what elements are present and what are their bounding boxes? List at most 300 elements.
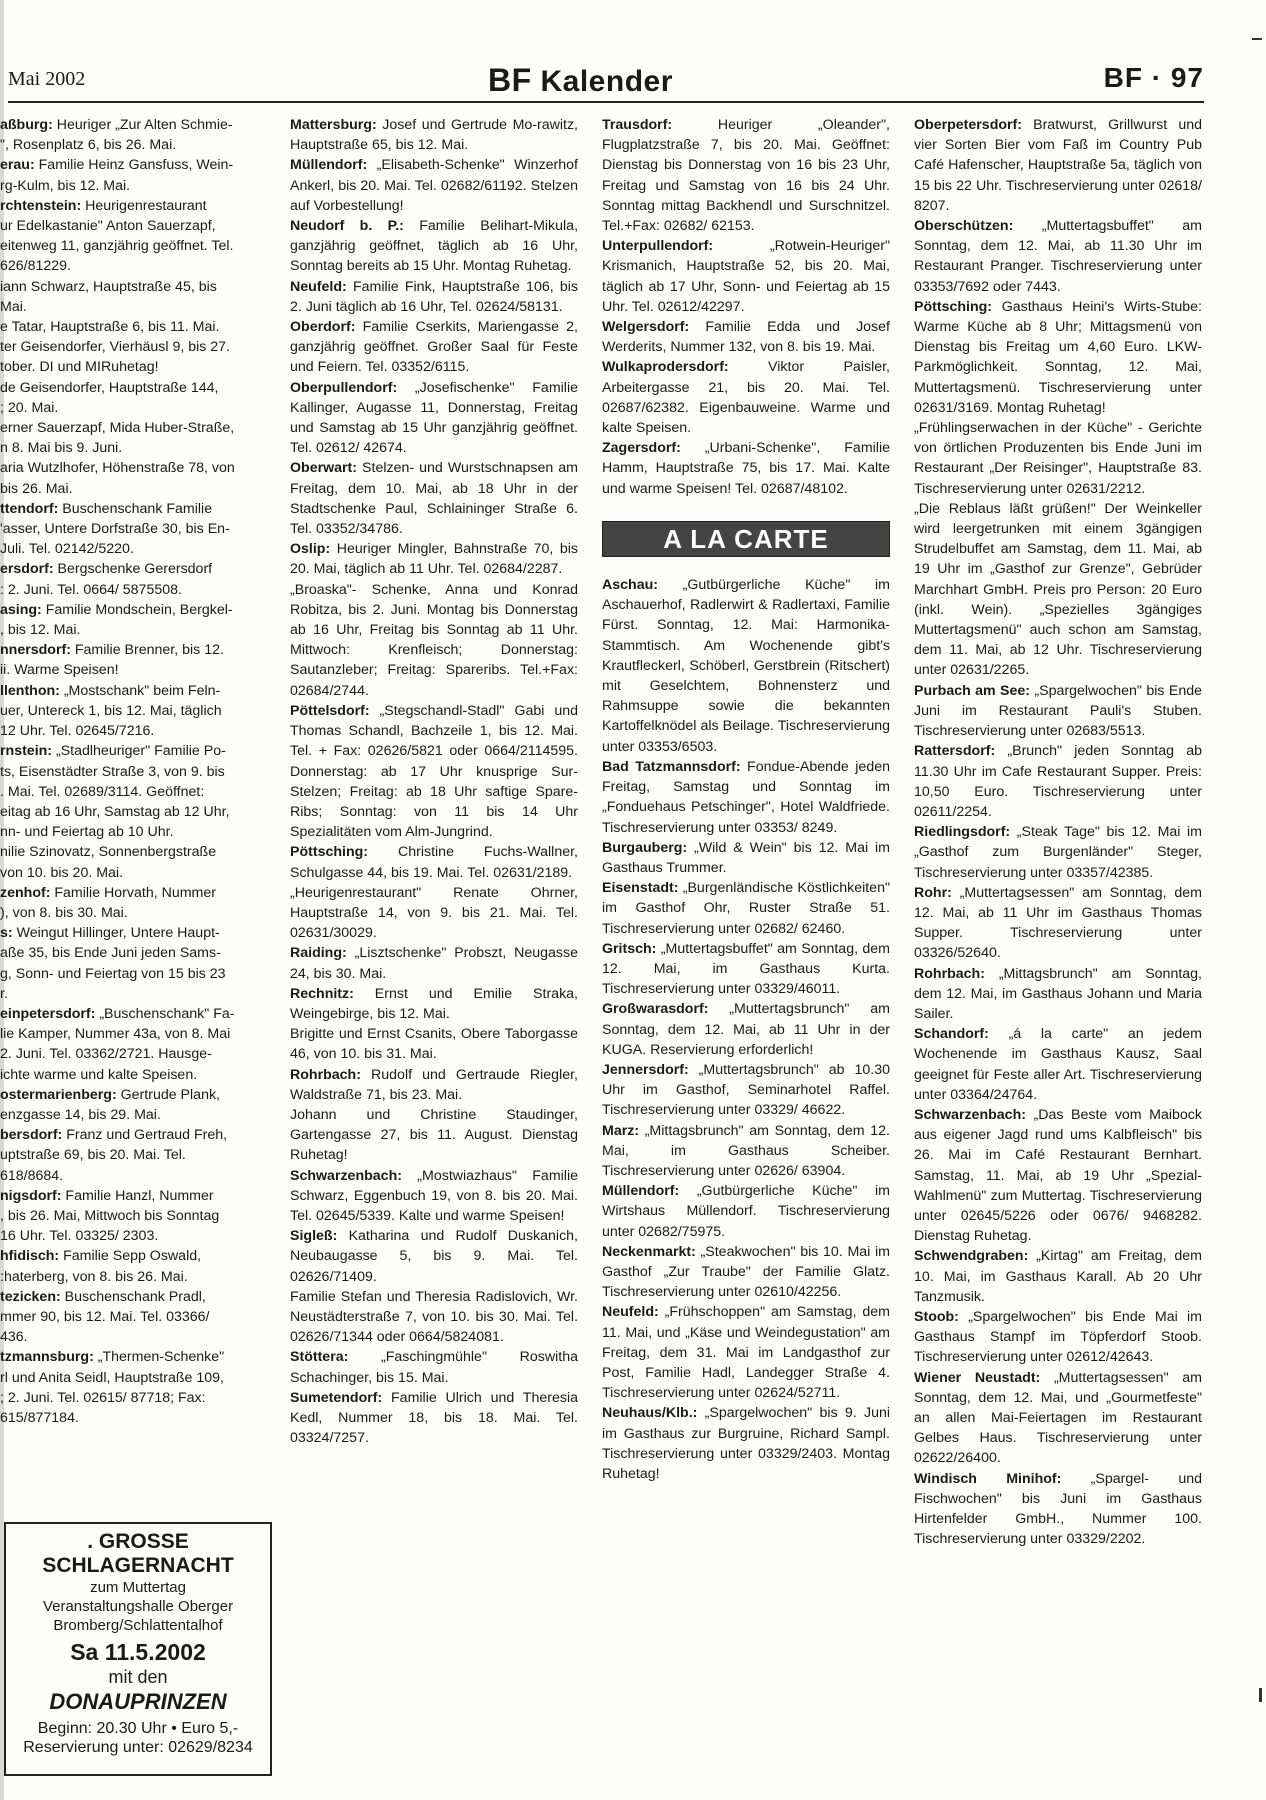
listing-text: „Mittagsbrunch" am Sonntag, dem 12. Mai, im Gasthaus Scheiber. Tischreservierung unter 02626/ 63904. — [602, 1122, 890, 1179]
listing-place: rchtenstein: — [0, 197, 82, 214]
listing-text: „Die Reblaus läßt grüßen!" Der Weinkeller wird leergetrunken mit einem 3gängigen Strudelbuffet am Samstag, dem 11. Mai, ab 19 Uhr im „Gasthof zur Grenze", Gebrüder Marchhart GmbH. Preis pro Person: 20 Euro (inkl. Wein). „Spezielles 3gängiges Muttertagsmenü" auch schon am Samstag, dem 11. Mai, ab 12 Uhr. Tischreservierung unter 02631/2265. — [914, 500, 1202, 679]
listing-text: mmer 90, bis 12. Mai. Tel. 03366/ — [0, 1308, 210, 1325]
listing-place: Burgauberg: — [602, 839, 688, 856]
listing-place: Raiding: — [290, 945, 347, 962]
listing-place: Sumetendorf: — [290, 1389, 383, 1406]
listing-entry — [0, 923, 266, 943]
listing-text: ter Geisendorfer, Vierhäusl 9, bis 27. — [0, 339, 231, 356]
listing-entry — [0, 418, 266, 438]
listing-text: . Mai. Tel. 02689/3114. Geöffnet: — [0, 783, 205, 800]
listing-entry — [602, 878, 890, 939]
listing-entry — [290, 883, 578, 944]
ad-info: Reservierung unter: 02629/8234 — [23, 1739, 253, 1756]
listing-entry — [0, 903, 266, 923]
listing-entry — [0, 398, 266, 418]
listing-entry — [290, 1388, 578, 1449]
listing-text: „Rotwein-Heuriger" Krismanich, Hauptstraße 52, bis 20. Mai, täglich ab 17 Uhr, Sonn- und Feiertag ab 15 Uhr. Tel. 02612/42297. — [602, 238, 890, 315]
listing-entry — [602, 1121, 890, 1182]
listing-place: Wulkaprodersdorf: — [602, 359, 729, 376]
ad-info: Beginn: 20.30 Uhr • Euro 5,- — [37, 1720, 239, 1737]
listing-entry — [290, 580, 578, 701]
listing-text: Ernst und Emilie Straka, Weingebirge, bis 12. Mai. — [290, 985, 578, 1022]
listing-entry — [914, 883, 1202, 964]
listing-text: „Mostwiazhaus" Familie Schwarz, Eggenbuch 19, von 8. bis 20. Mai. Tel. 02645/5339. Kalte und warme Speisen! — [290, 1167, 578, 1224]
listing-text: Familie Fink, Hauptstraße 106, bis 2. Juni täglich ab 16 Uhr, Tel. 02624/58131. — [290, 278, 578, 315]
listing-entry — [0, 822, 266, 842]
listing-place: Welgersdorf: — [602, 319, 690, 336]
listing-entry — [914, 1024, 1202, 1105]
column-3-listings — [602, 115, 890, 499]
listing-entry — [0, 1125, 266, 1145]
listing-text: „Muttertagsessen" am Sonntag, dem 12. Mai, und „Gourmetfeste" an allen Mai-Feiertagen im Restaurant Gelbes Haus. Tischreservierung unter 02622/26400. — [914, 1369, 1202, 1467]
listing-text: uer, Untereck 1, bis 12. Mai, täglich — [0, 702, 222, 719]
listing-text: Familie Stefan und Theresia Radislovich, Wr. Neustädterstraße 7, von 10. bis 30. Mai. Tel. 02626/71344 oder 0664/5824081. — [290, 1288, 578, 1346]
listing-text: 436. — [0, 1329, 28, 1346]
listing-entry — [0, 762, 266, 782]
listing-place: Purbach am See: — [914, 682, 1031, 699]
listing-entry — [290, 458, 578, 539]
listing-entry — [0, 438, 266, 458]
listing-place: zenhof: — [0, 884, 51, 901]
listing-place: Mattersburg: — [290, 117, 377, 133]
listing-place: ostermarienberg: — [0, 1086, 117, 1103]
column-2 — [290, 115, 578, 1448]
listing-text: Familie Hanzl, Nummer — [61, 1187, 214, 1204]
listing-place: Rattersdorf: — [914, 743, 996, 760]
listing-entry — [914, 1105, 1202, 1246]
listing-text: nilie Szinovatz, Sonnenbergstraße — [0, 844, 217, 861]
listing-text: „Frühlingserwachen in der Küche" - Gerichte von örtlichen Produzenten bis Ende Juni im Restaurant „Der Reisinger", Hauptstraße 83. Tischreservierung unter 02631/2212. — [914, 420, 1202, 497]
listing-entry — [914, 216, 1202, 297]
listing-place: Windisch Minihof: — [914, 1470, 1062, 1487]
listing-text: „Stegschandl-Stadl" Gabi und Thomas Schandl, Bachzeile 1, bis 12. Mai. Tel. + Fax: 02626/5821 oder 0664/2114595. Donnerstag: ab 17 Uhr knusprige Sur-Stelzen; Freitag: ab 18 Uhr saftige Spare-Ribs; Sonntag: von 11 bis 14 Uhr Spezialitäten vom Alm-Jungrind. — [290, 702, 578, 841]
listing-text: Heuriger „Oleander", Flugplatzstraße 7, bis 20. Mai. Geöffnet: Dienstag bis Donnerstag von 16 bis 23 Uhr, Freitag und Samstag von 16 bis 24 Uhr. Sonntag mittag Backhendl und Surschnitzel. Tel.+Fax: 02682/ 62153. — [602, 117, 890, 235]
listing-text: „Mostschank" beim Feln- — [59, 682, 221, 699]
listing-text: Familie Brenner, bis 12. — [70, 642, 224, 659]
listing-text: , bis 26. Mai, Mittwoch bis Sonntag — [0, 1207, 220, 1224]
listing-entry — [602, 1302, 890, 1403]
listing-text: lie Kamper, Nummer 43a, von 8. Mai — [0, 1026, 231, 1043]
listing-entry — [602, 999, 890, 1060]
listing-entry — [0, 1226, 266, 1246]
listing-place: llenthon: — [0, 682, 60, 699]
listing-text: Heuriger „Zur Alten Schmie- — [52, 117, 233, 133]
listing-entry — [0, 1287, 266, 1307]
listing-place: Gritsch: — [602, 940, 657, 957]
listing-entry — [290, 943, 578, 983]
listing-text: „Urbani-Schenke", Familie Hamm, Hauptstraße 75, bis 17. Mai. Kalte und warme Speisen! Tel. 02687/48102. — [602, 440, 890, 497]
listing-entry — [914, 297, 1202, 418]
listing-entry — [602, 757, 890, 838]
listing-text: tober. DI und MIRuhetag! — [0, 359, 159, 376]
listing-text: uptstraße 69, bis 20. Mai. Tel. — [0, 1147, 186, 1164]
listing-entry — [0, 620, 266, 640]
listing-place: Stoob: — [914, 1308, 959, 1325]
listing-text: „á la carte" an jedem Wochenende im Gasthaus Kausz, Saal geeignet für Feste aller Art. Tischreservierung unter 03364/24764. — [914, 1026, 1202, 1103]
listing-text: „Muttertagsbrunch" am Sonntag, dem 12. Mai, ab 11 Uhr in der KUGA. Reservierung erforderlich! — [602, 1001, 890, 1058]
listing-text: 618/8684. — [0, 1167, 64, 1184]
listing-text: rl und Anita Seidl, Hauptstraße 109, — [0, 1369, 224, 1386]
listing-text: „Elisabeth-Schenke" Winzerhof Ankerl, bis 20. Mai. Tel. 02682/61192. Stelzen auf Vorbestellung! — [290, 157, 578, 214]
listing-entry — [0, 1347, 266, 1367]
listing-text: Juli. Tel. 02142/5220. — [0, 541, 134, 558]
listing-entry — [602, 1242, 890, 1303]
listing-text: „Steak Tage" bis 12. Mai im „Gasthof zum Burgenländer" Steger, Tischreservierung unter 03357/42385. — [914, 824, 1202, 881]
listing-entry — [0, 519, 266, 539]
listing-entry — [290, 1166, 578, 1227]
listing-text: „Spargelwochen" bis Ende Mai im Gasthaus Stampf im Töpferdorf Stoob. Tischreservierung unter 02612/42643. — [914, 1308, 1202, 1366]
listing-text: 615/877184. — [0, 1410, 79, 1426]
listing-place: s: — [0, 925, 13, 942]
listing-entry — [290, 1226, 578, 1287]
listing-text: von 10. bis 20. Mai. — [0, 864, 124, 881]
listing-text: rg-Kulm, bis 12. Mai. — [0, 177, 131, 194]
listing-place: tzmannsburg: — [0, 1349, 94, 1366]
listing-entry — [290, 701, 578, 842]
listing-place: ttendorf: — [0, 500, 59, 517]
listing-text: de Geisendorfer, Hauptstraße 144, — [0, 379, 219, 396]
section-title — [488, 62, 673, 99]
listing-text: Weingut Hillinger, Untere Haupt- — [12, 925, 220, 942]
listing-entry — [290, 1065, 578, 1105]
bf-logo: BF — [488, 62, 532, 98]
listing-entry — [0, 337, 266, 357]
listing-place: Zagersdorf: — [602, 440, 681, 457]
listing-text: eitenweg 11, ganzjährig geöffnet. Tel. — [0, 238, 234, 255]
listing-place: Oberwart: — [290, 460, 358, 477]
listing-text: ; 2. Juni. Tel. 02615/ 87718; Fax: — [0, 1389, 206, 1406]
listing-place: Neufeld: — [290, 278, 347, 295]
section-name: Kalender — [540, 65, 673, 98]
listing-text: Familie Sepp Oswald, — [59, 1248, 202, 1265]
listing-text: : 2. Juni. Tel. 0664/ 5875508. — [0, 581, 182, 598]
listing-entry — [0, 539, 266, 559]
listing-place: Neckenmarkt: — [602, 1243, 696, 1260]
listing-entry — [602, 317, 890, 357]
listing-text: ; 20. Mai. — [0, 399, 59, 416]
listing-entry — [0, 479, 266, 499]
listing-text: „Gutbürgerliche Küche" im Aschauerhof, Radlerwirt & Radlertaxi, Familie Fürst. Sonntag, 12. Mai: Harmonika-Stammtisch. Am Wochenende gibt's Krautfleckerl, Schöberl, Gerstbrein (Ritschert) mit Geselchtem, Bohnensterz und Rahmsuppe sowie die bekannten Kartoffelknödel als Beilage. Tischreservierung unter 03353/6503. — [602, 577, 890, 755]
listing-entry — [602, 838, 890, 878]
listing-entry — [0, 802, 266, 822]
listing-text: „Faschingmühle" Roswitha Schachinger, bis 15. Mai. — [290, 1349, 578, 1386]
listing-entry — [290, 317, 578, 378]
listing-entry — [0, 216, 266, 236]
listing-entry — [0, 1004, 266, 1024]
listing-entry — [0, 256, 266, 276]
listing-entry — [0, 782, 266, 802]
listing-entry — [914, 1368, 1202, 1469]
listing-text: Familie Belihart-Mikula, ganzjährig geöffnet, täglich ab 16 Uhr, Sonntag bereits ab 15 Uhr. Montag Ruhetag. — [290, 218, 579, 275]
listing-text: Familie Ulrich und Theresia Kedl, Nummer 18, bis 18. Mai. Tel. 03324/7257. — [290, 1389, 578, 1447]
listing-text: enzgasse 14, bis 29. Mai. — [0, 1106, 161, 1123]
listing-text: ts, Eisenstädter Straße 3, von 9. bis — [0, 763, 225, 780]
listing-text: Buschenschank Familie — [58, 500, 213, 517]
listing-text: „Lisztschenke" Probszt, Neugasse 24, bis 30. Mai. — [290, 945, 578, 982]
listing-text: ichte warme und kalte Speisen. — [0, 1066, 198, 1083]
listing-entry — [914, 1469, 1202, 1550]
listing-entry — [0, 863, 266, 883]
listing-entry — [0, 842, 266, 862]
listing-text: Bergschenke Gerersdorf — [53, 561, 213, 578]
listing-text: „Muttertagsbrunch" ab 10.30 Uhr im Gasthof, Seminarhotel Raffel. Tischreservierung unter 03329/ 46622. — [602, 1061, 890, 1119]
listing-text: „Muttertagsbuffet" am Sonntag, dem 12. Mai, ab 11.30 Uhr im Restaurant Pranger. Tischreservierung unter 03353/7692 oder 7443. — [914, 218, 1202, 295]
listing-place: aßburg: — [0, 117, 53, 133]
listing-entry — [602, 1181, 890, 1242]
listing-place: Sigleß: — [290, 1228, 338, 1245]
listing-entry — [0, 660, 266, 680]
listing-place: erau: — [0, 157, 35, 174]
listing-entry — [290, 216, 578, 277]
ad-date: Sa 11.5.2002 — [70, 1639, 206, 1665]
listing-entry — [0, 458, 266, 478]
listing-entry — [290, 842, 578, 882]
listing-text: 2. Juni. Tel. 03362/2721. Hausge- — [0, 1046, 212, 1063]
listing-entry — [0, 943, 266, 963]
listing-entry — [290, 1347, 578, 1387]
listing-entry — [0, 964, 266, 984]
listing-place: Oberschützen: — [914, 218, 1014, 235]
listing-text: eitag ab 16 Uhr, Samstag ab 12 Uhr, — [0, 803, 230, 820]
listing-text: Familie Edda und Josef Werderits, Nummer 132, von 8. bis 19. Mai. — [602, 319, 890, 356]
listing-entry — [602, 236, 890, 317]
listing-place: Pöttsching: — [914, 298, 993, 315]
listing-text: „Spargel- und Fischwochen" bis Juni im Gasthaus Hirtenfelder GmbH., Nummer 100. Tischreservierung unter 03329/2202. — [914, 1470, 1202, 1548]
listing-entry — [0, 1368, 266, 1388]
listing-text: r. — [0, 985, 8, 1002]
listing-text: :haterberg, von 8. bis 26. Mai. — [0, 1268, 188, 1285]
listing-entry — [914, 418, 1202, 499]
listing-entry — [602, 357, 890, 438]
listing-entry — [0, 196, 266, 216]
listing-text: Gasthaus Heini's Wirts-Stube: Warme Küche ab 8 Uhr; Mittagsmenü von Dienstag bis Freitag um 4,60 Euro. LKW-Parkmöglichkeit. Sonntag, 12. Mai, Muttertagsmenü. Tischreservierung unter 02631/3169. Montag Ruhetag! — [914, 298, 1202, 416]
listing-text: „Brunch" jeden Sonntag ab 11.30 Uhr im Cafe Restaurant Supper. Preis: 10,50 Euro. Tischreservierung unter 02611/2254. — [914, 743, 1202, 820]
listing-text: Franz und Gertraud Freh, — [62, 1127, 228, 1144]
listing-place: nnersdorf: — [0, 642, 71, 659]
listing-text: Brigitte und Ernst Csanits, Obere Taborgasse 46, von 10. bis 31. Mai. — [290, 1026, 578, 1063]
listing-entry — [0, 1044, 266, 1064]
listing-text: „Buschenschank" Fa- — [95, 1005, 235, 1022]
ad-title: . GROSSE SCHLAGERNACHT — [42, 1530, 234, 1577]
listing-text: „Das Beste vom Maibock aus eigener Jagd rund ums Kalbfleisch" bis 26. Mai im Café Restaurant Bernhart. Samstag, 11. Mai, ab 19 Uhr „Spezial-Wahlmenü" zum Muttertag. Tischreservierung unter 02645/5226 oder 0676/ 9468282. Dienstag Ruhetag. — [914, 1106, 1202, 1245]
listing-entry — [0, 559, 266, 579]
listing-entry — [0, 115, 266, 135]
listing-place: Neuhaus/Klb.: — [602, 1405, 698, 1422]
listing-entry — [914, 499, 1202, 681]
listing-text: „Mittagsbrunch" am Sonntag, dem 12. Mai, im Gasthaus Johann und Maria Sailer. — [914, 965, 1202, 1022]
listing-entry — [0, 1105, 266, 1125]
listing-entry — [0, 1186, 266, 1206]
listing-text: ur Edelkastanie" Anton Sauerzapf, — [0, 218, 216, 235]
page-number: BF · 97 — [1103, 62, 1204, 93]
listing-entry — [0, 1388, 266, 1408]
listing-entry — [0, 317, 266, 337]
listing-place: hfidisch: — [0, 1248, 60, 1265]
listing-text: Bratwurst, Grillwurst und vier Sorten Bier vom Faß im Country Pub Café Hafenscher, Hauptstraße 5a, täglich von 15 bis 22 Uhr. Tischreservierung unter 02618/ 8207. — [914, 117, 1202, 214]
listing-text: „Wild & Wein" bis 12. Mai im Gasthaus Trummer. — [602, 839, 890, 876]
listing-text: g, Sonn- und Feiertag von 15 bis 23 — [0, 965, 226, 982]
listing-text: aria Wutzlhofer, Höhenstraße 78, von — [0, 460, 235, 477]
listing-place: Pöttelsdorf: — [290, 702, 370, 719]
listing-text: Christine Fuchs-Wallner, Schulgasse 44, bis 19. Mai. Tel. 02631/2189. — [290, 844, 578, 881]
listing-text: „Steakwochen" bis 10. Mai im Gasthof „Zur Traube" der Familie Glatz. Tischreservierung unter 02610/42256. — [602, 1243, 890, 1301]
header-rule — [8, 101, 1204, 103]
listing-text: , bis 12. Mai. — [0, 622, 81, 639]
listing-text: Heurigenrestaurant — [81, 197, 207, 214]
listing-place: einpetersdorf: — [0, 1005, 96, 1022]
listing-entry — [0, 701, 266, 721]
listing-entry — [0, 1307, 266, 1327]
ad-line: zum Muttertag — [90, 1579, 186, 1596]
listing-place: Schwarzenbach: — [914, 1106, 1026, 1123]
listing-entry — [0, 357, 266, 377]
listing-entry — [914, 1307, 1202, 1368]
listing-place: Rechnitz: — [290, 985, 354, 1002]
listing-entry — [0, 1267, 266, 1287]
listing-entry — [0, 135, 266, 155]
listing-entry — [0, 176, 266, 196]
listing-entry — [290, 155, 578, 216]
listing-entry — [0, 236, 266, 256]
listing-place: Stöttera: — [290, 1349, 349, 1366]
listing-place: nigsdorf: — [0, 1187, 62, 1204]
listing-text: „Josefischenke" Familie Kallinger, Augasse 11, Donnerstag, Freitag und Samstag ab 15 Uhr ganzjährig geöffnet. Tel. 02612/ 42674. — [290, 379, 578, 457]
listing-entry — [0, 984, 266, 1004]
margin-mark — [1252, 38, 1262, 40]
listing-place: Oberpullendorf: — [290, 379, 398, 396]
margin-mark — [1259, 1688, 1262, 1702]
listing-entry — [0, 1024, 266, 1044]
column-3-a-la-carte — [602, 575, 890, 1484]
listing-place: Rohrbach: — [914, 965, 985, 982]
listing-place: rnstein: — [0, 743, 53, 760]
listing-entry — [914, 681, 1202, 742]
listing-text: iann Schwarz, Hauptstraße 45, bis — [0, 278, 217, 295]
listing-text: bis 26. Mai. — [0, 480, 73, 497]
listing-place: ersdorf: — [0, 561, 54, 578]
ad-line: Bromberg/Schlattentalhof — [53, 1617, 223, 1634]
listing-entry — [0, 297, 266, 317]
listing-place: Bad Tatzmannsdorf: — [602, 758, 741, 775]
listing-entry — [0, 1246, 266, 1266]
listing-entry — [914, 1246, 1202, 1307]
listing-text: Familie Heinz Gansfuss, Wein- — [34, 157, 234, 174]
listing-text: erner Sauerzapf, Mida Huber-Straße, — [0, 420, 235, 437]
listing-place: Oberpetersdorf: — [914, 117, 1022, 133]
listing-entry — [0, 721, 266, 741]
page-header — [8, 60, 1204, 100]
listing-place: Müllendorf: — [290, 157, 368, 174]
listing-place: bersdorf: — [0, 1127, 63, 1144]
a-la-carte-banner: A LA CARTE — [602, 521, 890, 557]
ad-line: Veranstaltungshalle Oberger — [42, 1598, 234, 1615]
listing-entry — [0, 741, 266, 761]
column-3 — [602, 115, 890, 1484]
listing-place: Rohrbach: — [290, 1066, 361, 1083]
listing-text: „Kirtag" am Freitag, dem 10. Mai, im Gasthaus Karall. Ab 20 Uhr Tanzmusik. — [914, 1248, 1202, 1305]
listing-text: ", Rosenplatz 6, bis 26. Mai. — [0, 137, 177, 154]
listing-text: Johann und Christine Staudinger, Gartengasse 27, bis 11. August. Dienstag Ruhetag! — [290, 1106, 578, 1164]
listing-entry — [602, 438, 890, 499]
ad-band: DONAUPRINZEN — [49, 1689, 227, 1714]
listing-text: Familie Mondschein, Bergkel- — [41, 601, 233, 618]
listing-entry — [0, 1085, 266, 1105]
listing-entry — [0, 378, 266, 398]
listing-text: 12 Uhr. Tel. 02645/7216. — [0, 723, 155, 740]
listing-text: „Muttertagsessen" am Sonntag, dem 12. Mai, ab 11 Uhr im Gasthaus Thomas Supper. Tischreservierung unter 03326/52640. — [914, 884, 1202, 962]
listing-text: Fondue-Abende jeden Freitag, Samstag und Sonntag im „Fonduehaus Petschinger", Hotel Waldfriede. Tischreservierung unter 03353/ 8249. — [602, 758, 890, 836]
listing-place: Oslip: — [290, 541, 331, 558]
listing-place: Neufeld: — [602, 1304, 659, 1321]
listing-entry — [914, 115, 1202, 216]
listing-entry — [914, 964, 1202, 1025]
listing-text: Mai. — [0, 298, 27, 315]
listing-place: Marz: — [602, 1122, 640, 1139]
listing-text: „Burgenländische Köstlichkeiten" im Gasthof Ohr, Ruster Straße 51. Tischreservierung unter 02682/ 62460. — [602, 880, 890, 937]
listing-text: 626/81229. — [0, 258, 72, 275]
listing-text: Familie Cserkits, Mariengasse 2, ganzjährig geöffnet. Großer Saal für Feste und Feiern. Tel. 03352/6115. — [290, 319, 578, 376]
listing-text: n 8. Mai bis 9. Juni. — [0, 440, 123, 457]
listing-text: Buschenschank Pradl, — [60, 1288, 206, 1305]
issue-date: Mai 2002 — [8, 68, 86, 90]
listing-entry — [0, 580, 266, 600]
listing-text: ), von 8. bis 30. Mai. — [0, 904, 128, 921]
column-1 — [0, 115, 266, 1428]
listing-place: Oberdorf: — [290, 319, 356, 336]
listing-entry — [0, 1166, 266, 1186]
listing-place: tezicken: — [0, 1288, 61, 1305]
listing-text: „Stadlheuriger" Familie Po- — [52, 743, 226, 760]
listing-entry — [0, 155, 266, 175]
listing-text: nn- und Feiertag ab 10 Uhr. — [0, 824, 174, 841]
listing-entry — [290, 539, 578, 579]
listing-text: „Gutbürgerliche Küche" im Wirtshaus Müllendorf. Tischreservierung unter 02682/75975. — [602, 1183, 890, 1240]
listing-place: Rohr: — [914, 884, 952, 901]
listing-entry — [0, 1065, 266, 1085]
listing-entry — [0, 681, 266, 701]
listing-entry — [0, 1408, 266, 1428]
listing-text: Josef und Gertrude Mo-rawitz, Hauptstraße 65, bis 12. Mai. — [290, 117, 578, 154]
listing-text: „Heurigenrestaurant" Renate Ohrner, Hauptstraße 14, von 9. bis 21. Mai. Tel. 02631/30029. — [290, 884, 578, 942]
listing-place: Neudorf b. P.: — [290, 218, 404, 235]
listing-text: e Tatar, Hauptstraße 6, bis 11. Mai. — [0, 319, 220, 336]
listing-entry — [290, 378, 578, 459]
listing-entry — [0, 1206, 266, 1226]
listing-text: „Spargelwochen" bis 9. Juni im Gasthaus zur Burgruine, Richard Sampl. Tischreservierung unter 03329/2403. Montag Ruhetag! — [602, 1405, 890, 1482]
listing-entry — [290, 1024, 578, 1064]
listing-place: Schwarzenbach: — [290, 1167, 402, 1184]
listing-text: Stelzen- und Wurstschnapsen am Freitag, dem 10. Mai, ab 18 Uhr in der Stadtschenke Paul, Schlaininger Straße 6. Tel. 03352/34786. — [290, 460, 578, 538]
listing-entry — [0, 640, 266, 660]
listing-place: asing: — [0, 601, 42, 618]
listing-entry — [0, 277, 266, 297]
listing-entry — [602, 1403, 890, 1484]
listing-entry — [914, 822, 1202, 883]
listing-entry — [290, 115, 578, 155]
listing-entry — [0, 1327, 266, 1347]
listing-entry — [0, 499, 266, 519]
listing-entry — [602, 575, 890, 757]
listing-place: Müllendorf: — [602, 1183, 680, 1200]
listing-entry — [602, 1060, 890, 1121]
listing-place: Jennersdorf: — [602, 1061, 689, 1078]
listing-place: Schwendgraben: — [914, 1248, 1029, 1265]
listing-text: Katharina und Rudolf Duskanich, Neubaugasse 5, bis 9. Mai. Tel. 02626/71409. — [290, 1228, 578, 1285]
listing-place: Eisenstadt: — [602, 880, 679, 897]
listing-text: Gertrude Plank, — [116, 1086, 220, 1103]
listing-text: aße 35, bis Ende Juni jeden Sams- — [0, 945, 221, 962]
column-4 — [914, 115, 1202, 1549]
